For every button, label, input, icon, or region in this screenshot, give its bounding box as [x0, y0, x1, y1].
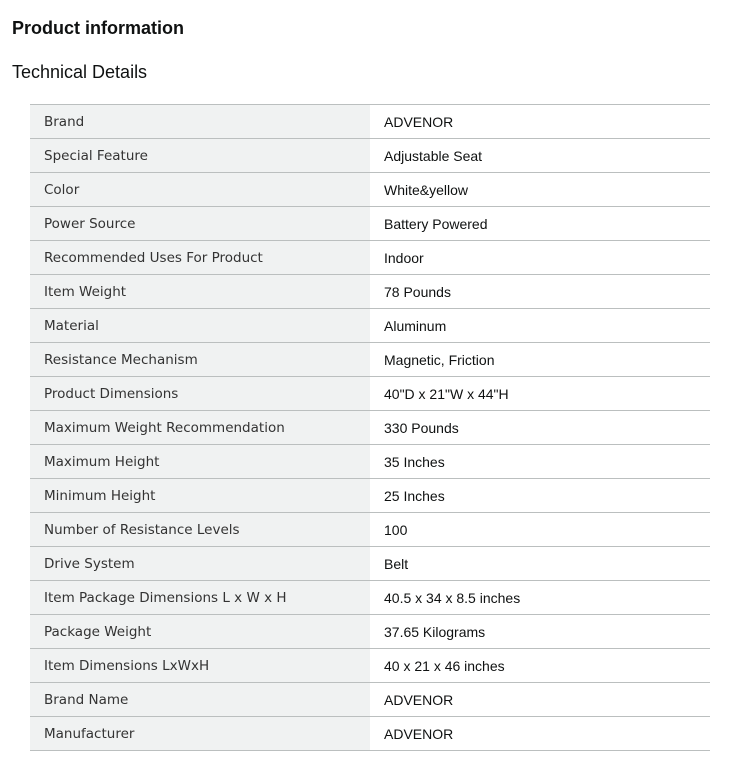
- spec-value: Magnetic, Friction: [370, 343, 710, 377]
- table-row: [30, 309, 710, 343]
- spec-label: Resistance Mechanism: [30, 343, 370, 377]
- spec-value: Battery Powered: [370, 207, 710, 241]
- spec-label: Special Feature: [30, 139, 370, 173]
- spec-value: Aluminum: [370, 309, 710, 343]
- table-row: [30, 173, 710, 207]
- section-title: Technical Details: [12, 62, 148, 82]
- spec-value: 25 Inches: [370, 479, 710, 513]
- spec-label: Color: [30, 173, 370, 207]
- table-row: [30, 513, 710, 547]
- table-row: [30, 139, 710, 173]
- table-row: [30, 445, 710, 479]
- spec-value: Adjustable Seat: [370, 139, 710, 173]
- page-title: Product information: [12, 18, 184, 38]
- spec-label: Number of Resistance Levels: [30, 513, 370, 547]
- table-row: [30, 615, 710, 649]
- spec-value: 37.65 Kilograms: [370, 615, 710, 649]
- spec-label: Recommended Uses For Product: [30, 241, 370, 275]
- spec-value: ADVENOR: [370, 105, 710, 139]
- spec-label: Drive System: [30, 547, 370, 581]
- spec-label: Item Package Dimensions L x W x H: [30, 581, 370, 615]
- table-row: [30, 717, 710, 751]
- spec-label: Brand: [30, 105, 370, 139]
- spec-value: ADVENOR: [370, 683, 710, 717]
- table-row: [30, 275, 710, 309]
- spec-value: White&yellow: [370, 173, 710, 207]
- spec-label: Maximum Height: [30, 445, 370, 479]
- spec-label: Brand Name: [30, 683, 370, 717]
- spec-value: Belt: [370, 547, 710, 581]
- spec-label: Item Dimensions LxWxH: [30, 649, 370, 683]
- spec-value: 100: [370, 513, 710, 547]
- spec-label: Package Weight: [30, 615, 370, 649]
- table-row: [30, 377, 710, 411]
- table-row: [30, 207, 710, 241]
- table-row: [30, 105, 710, 139]
- table-row: [30, 479, 710, 513]
- spec-value: 35 Inches: [370, 445, 710, 479]
- spec-label: Item Weight: [30, 275, 370, 309]
- table-row: [30, 343, 710, 377]
- spec-label: Product Dimensions: [30, 377, 370, 411]
- spec-label: Power Source: [30, 207, 370, 241]
- table-row: [30, 547, 710, 581]
- spec-value: 40"D x 21"W x 44"H: [370, 377, 710, 411]
- spec-value: 40 x 21 x 46 inches: [370, 649, 710, 683]
- spec-label: Material: [30, 309, 370, 343]
- table-row: [30, 649, 710, 683]
- spec-value: 40.5 x 34 x 8.5 inches: [370, 581, 710, 615]
- table-row: [30, 581, 710, 615]
- table-row: [30, 241, 710, 275]
- spec-value: Indoor: [370, 241, 710, 275]
- table-row: [30, 411, 710, 445]
- technical-details-table: [30, 104, 710, 751]
- spec-value: 330 Pounds: [370, 411, 710, 445]
- table-row: [30, 683, 710, 717]
- spec-label: Manufacturer: [30, 717, 370, 751]
- spec-value: 78 Pounds: [370, 275, 710, 309]
- spec-label: Minimum Height: [30, 479, 370, 513]
- spec-value: ADVENOR: [370, 717, 710, 751]
- spec-label: Maximum Weight Recommendation: [30, 411, 370, 445]
